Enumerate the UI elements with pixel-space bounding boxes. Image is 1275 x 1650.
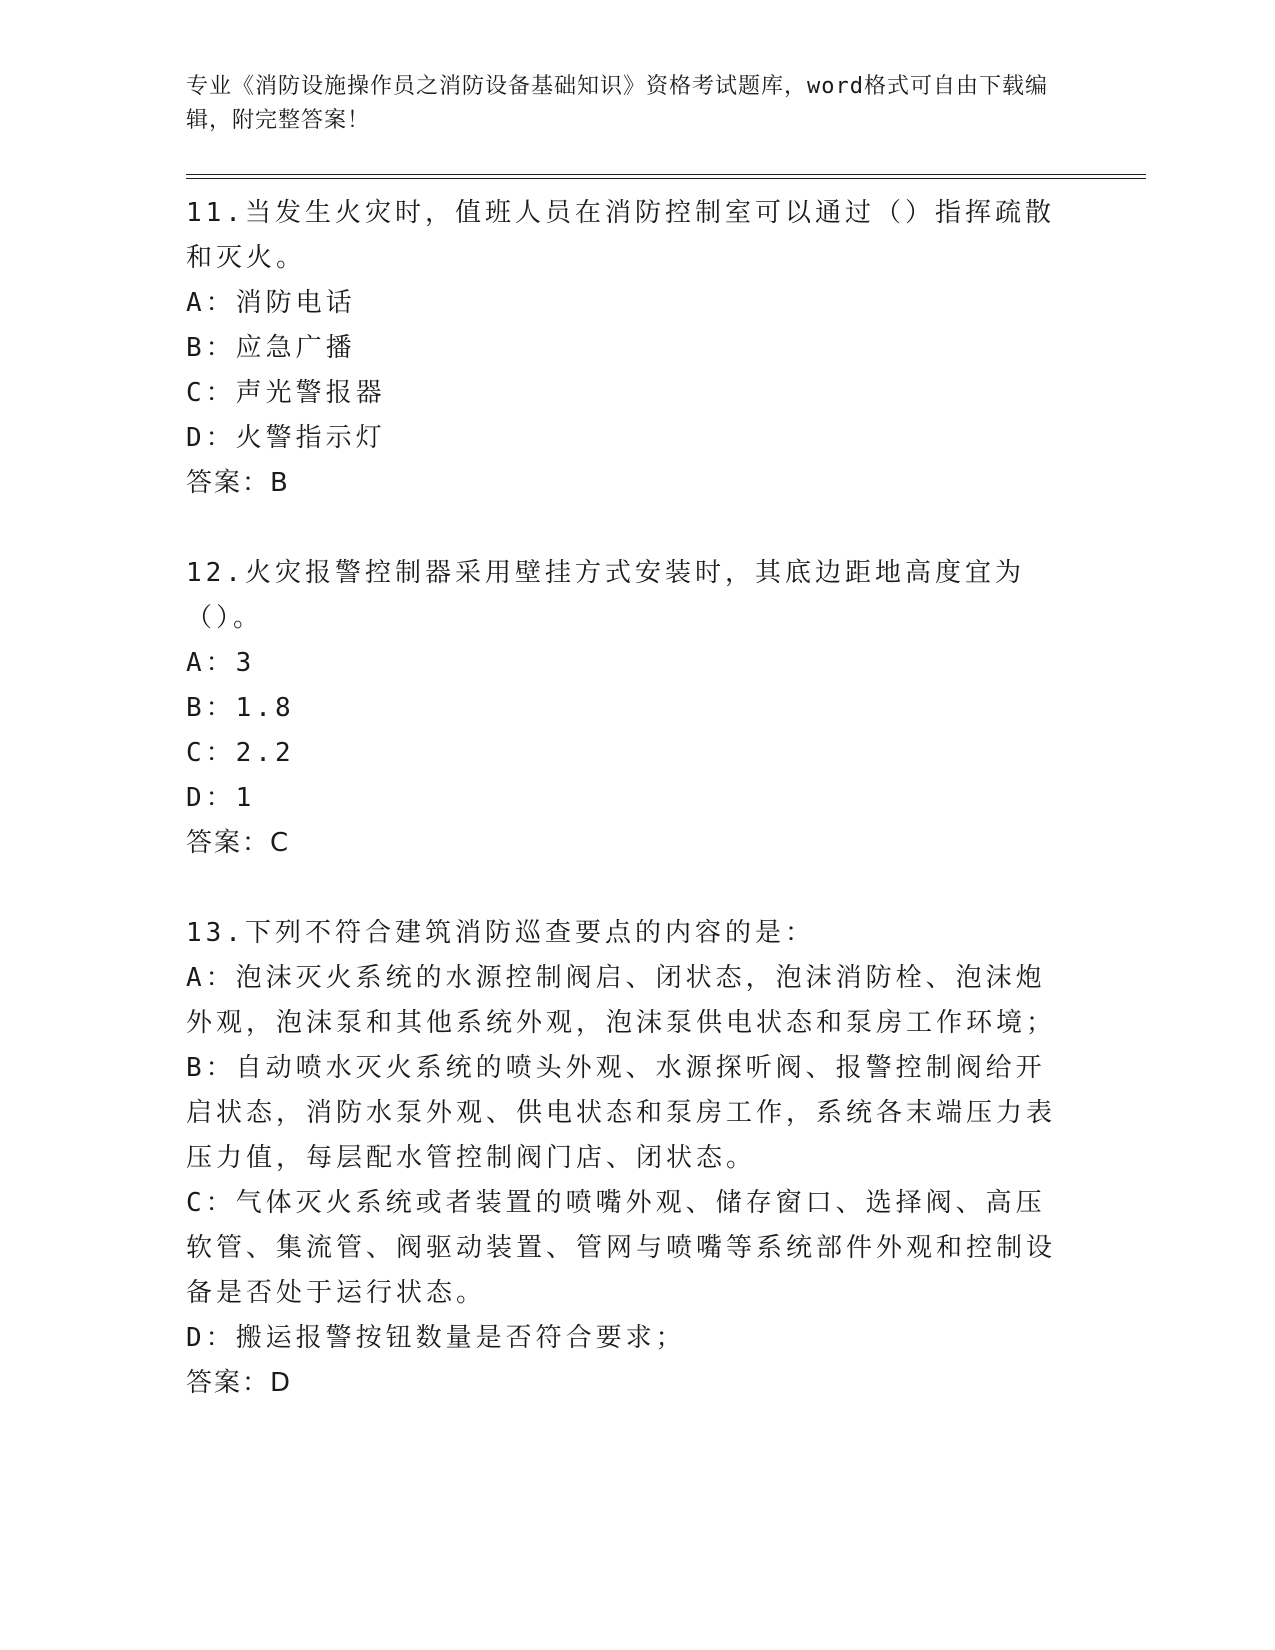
option-d: D：火警指示灯 [186, 423, 386, 453]
option-d: D：1 [186, 783, 256, 813]
question-11 [186, 191, 1066, 506]
option-a: A：泡沫灭火系统的水源控制阀启、闭状态，泡沫消防栓、泡沫炮外观，泡沫泵和其他系统外观，泡沫泵供电状态和泵房工作环境； [186, 963, 1057, 1038]
option-a: A：3 [186, 648, 256, 678]
option-b: B：自动喷水灭火系统的喷头外观、水源探听阀、报警控制阀给开启状态，消防水泵外观、供电状态和泵房工作，系统各末端压力表压力值，每层配水管控制阀门店、闭状态。 [186, 1053, 1057, 1173]
option-a: A：消防电话 [186, 288, 356, 318]
option-b: B：应急广播 [186, 333, 356, 363]
option-d: D：搬运报警按钮数量是否符合要求； [186, 1323, 686, 1353]
option-c: C：声光警报器 [186, 378, 386, 408]
question-13 [186, 911, 1066, 1406]
option-b: B：1.8 [186, 693, 295, 723]
document-page [186, 70, 1146, 1451]
question-12 [186, 551, 1066, 866]
document-header: 专业《消防设施操作员之消防设备基础知识》资格考试题库，word格式可自由下载编辑，附完整答案！ [186, 74, 1048, 133]
answer-line: 答案：B [186, 468, 290, 498]
option-c: C：气体灭火系统或者装置的喷嘴外观、储存窗口、选择阀、高压软管、集流管、阀驱动装置、管网与喷嘴等系统部件外观和控制设备是否处于运行状态。 [186, 1188, 1057, 1308]
question-stem: 13.下列不符合建筑消防巡查要点的内容的是： [186, 918, 815, 948]
question-stem: 11.当发生火灾时，值班人员在消防控制室可以通过（）指挥疏散和灭火。 [186, 198, 1055, 273]
option-c: C：2.2 [186, 738, 295, 768]
answer-line: 答案：C [186, 828, 291, 858]
question-stem: 12.火灾报警控制器采用壁挂方式安装时，其底边距地高度宜为（）。 [186, 558, 1025, 633]
question-list [186, 191, 1146, 1406]
header-divider [186, 174, 1146, 179]
answer-line: 答案：D [186, 1368, 293, 1398]
